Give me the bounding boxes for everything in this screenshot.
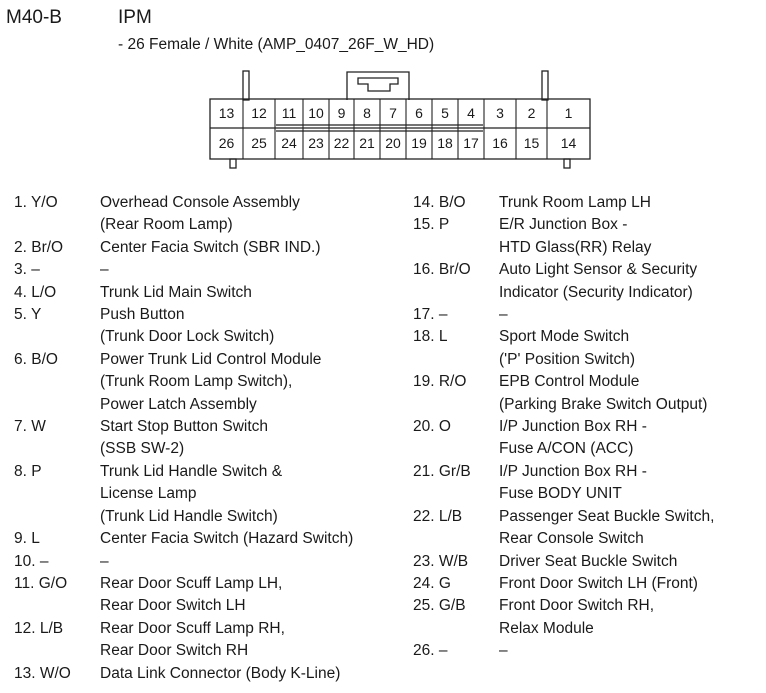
pin-description-line: Start Stop Button Switch — [100, 418, 269, 436]
pin-cell-18: 18 — [437, 135, 453, 151]
pin-description-line: Front Door Switch RH, — [499, 597, 655, 615]
pin-cell-22: 22 — [333, 135, 350, 151]
pin-description-line: – — [100, 261, 109, 279]
pin-cell-13: 13 — [218, 105, 235, 121]
pin-number: 6. B/O — [14, 350, 58, 368]
pin-description — [100, 237, 321, 259]
pin-description-line: Power Latch Assembly — [100, 395, 257, 413]
connector-diagram — [200, 64, 600, 170]
pin-cell-14: 14 — [560, 135, 577, 151]
pin-entry — [413, 326, 714, 371]
pin-cell-2: 2 — [527, 105, 536, 121]
pin-number: 7. W — [14, 418, 46, 436]
pin-cell-25: 25 — [251, 135, 267, 151]
pin-cell-6: 6 — [415, 105, 423, 121]
pin-description-line: Trunk Room Lamp LH — [499, 194, 651, 211]
pin-description — [100, 304, 274, 349]
pin-description-line: Trunk Lid Handle Switch & — [100, 462, 283, 480]
pin-description — [499, 506, 714, 551]
pin-entry — [413, 371, 714, 416]
pin-description-line: (Parking Brake Switch Output) — [499, 395, 708, 413]
pin-description-line: Indicator (Security Indicator) — [499, 283, 693, 301]
pin-description — [100, 663, 340, 685]
pin-entry — [14, 551, 353, 573]
connector-title: IPM — [118, 7, 152, 28]
pin-entry — [413, 595, 714, 640]
pin-entry — [14, 349, 353, 416]
pin-entry — [413, 259, 714, 304]
pin-entry — [14, 259, 353, 281]
pin-description-line: Driver Seat Buckle Switch — [499, 552, 678, 570]
pin-entry — [14, 416, 353, 461]
pin-cell-26: 26 — [218, 135, 235, 151]
pin-cell-10: 10 — [308, 105, 324, 121]
pin-cell-12: 12 — [251, 105, 267, 121]
pin-description — [499, 573, 698, 595]
pin-number: 13. W/O — [14, 664, 71, 682]
pin-description-line: (Rear Room Lamp) — [100, 216, 233, 234]
pin-cell-5: 5 — [441, 105, 449, 121]
pin-description-line: Passenger Seat Buckle Switch, — [499, 507, 715, 525]
pin-description — [499, 326, 635, 371]
pin-description-line: Power Trunk Lid Control Module — [100, 350, 322, 368]
pin-cell-23: 23 — [308, 135, 324, 151]
pin-description — [100, 528, 353, 550]
pin-entry — [14, 237, 353, 259]
pin-description-line: – — [499, 306, 508, 324]
pin-number: 3. – — [14, 261, 40, 279]
pin-entry — [14, 282, 353, 304]
pin-description-line: – — [499, 642, 508, 660]
pin-number: 23. W/B — [413, 552, 469, 570]
pin-list-right — [413, 192, 714, 663]
pin-number: 17. – — [413, 306, 448, 324]
pin-entry — [413, 416, 714, 461]
pin-number: 19. R/O — [413, 373, 467, 391]
pin-description-line: Auto Light Sensor & Security — [499, 261, 698, 279]
pin-description-line: (SSB SW-2) — [100, 440, 185, 458]
pin-number: 9. L — [14, 530, 40, 548]
pin-description-line: HTD Glass(RR) Relay — [499, 238, 652, 256]
pin-description — [499, 461, 647, 506]
pin-description-line: Data Link Connector (Body K-Line) — [100, 664, 341, 682]
pin-entry — [413, 573, 714, 595]
pin-description-line: License Lamp — [100, 485, 197, 503]
pin-entry — [413, 304, 714, 326]
pin-entry — [14, 461, 353, 528]
pin-description-line: I/P Junction Box RH - — [499, 462, 647, 480]
pin-description — [100, 416, 268, 461]
pin-description — [499, 214, 651, 259]
pin-entry — [413, 461, 714, 506]
pin-number: 14. B/O — [413, 194, 466, 211]
pin-description — [100, 551, 109, 573]
pin-cell-20: 20 — [385, 135, 401, 151]
pin-number: 5. Y — [14, 306, 42, 324]
pin-number: 10. – — [14, 552, 49, 570]
pin-description-line: Front Door Switch LH (Front) — [499, 574, 698, 592]
pin-number: 16. Br/O — [413, 261, 471, 279]
pin-description — [100, 573, 282, 618]
connector-subtitle: - 26 Female / White (AMP_0407_26F_W_HD) — [118, 36, 435, 53]
pin-description — [499, 304, 508, 326]
pin-description — [499, 259, 697, 304]
pin-description-line: Overhead Console Assembly — [100, 194, 300, 211]
pin-description-line: Rear Door Switch RH — [100, 642, 249, 660]
pin-number: 20. O — [413, 418, 451, 436]
pin-cell-8: 8 — [363, 105, 371, 121]
pin-number: 26. – — [413, 642, 448, 660]
pin-number: 2. Br/O — [14, 238, 64, 256]
pin-description-line: Rear Door Scuff Lamp RH, — [100, 619, 285, 637]
pin-description-line: (Trunk Door Lock Switch) — [100, 328, 275, 346]
pin-description — [100, 192, 300, 237]
pin-description — [499, 551, 677, 573]
pin-cell-19: 19 — [411, 135, 427, 151]
connector-code: M40-B — [6, 7, 62, 28]
pin-description-line: (Trunk Room Lamp Switch), — [100, 373, 293, 391]
pin-cell-24: 24 — [281, 135, 297, 151]
pin-description — [499, 595, 654, 640]
pin-description — [499, 371, 707, 416]
pin-entry — [14, 304, 353, 349]
pin-description-line: Trunk Lid Main Switch — [100, 283, 252, 301]
pin-description — [100, 461, 282, 528]
pin-entry — [413, 640, 714, 662]
pin-cell-16: 16 — [492, 135, 508, 151]
pin-entry — [14, 573, 353, 618]
pin-list-left — [14, 192, 353, 685]
pin-number: 18. L — [413, 328, 448, 346]
pin-cell-21: 21 — [359, 135, 375, 151]
pin-description-line: Fuse A/CON (ACC) — [499, 440, 634, 458]
pin-number: 12. L/B — [14, 619, 64, 637]
pin-description — [100, 282, 252, 304]
pin-entry — [14, 528, 353, 550]
pin-description-line: – — [100, 552, 109, 570]
pin-number: 8. P — [14, 462, 42, 480]
pin-description-line: Rear Door Scuff Lamp LH, — [100, 574, 283, 592]
pin-description — [100, 259, 109, 281]
pin-cell-9: 9 — [337, 105, 346, 121]
pin-entry — [413, 506, 714, 551]
pin-cell-4: 4 — [467, 105, 475, 121]
pin-description-line: Center Facia Switch (Hazard Switch) — [100, 530, 354, 548]
pin-number: 4. L/O — [14, 283, 57, 301]
pin-description — [100, 618, 285, 663]
pin-entry — [413, 551, 714, 573]
pin-cell-15: 15 — [523, 135, 540, 151]
pin-number: 22. L/B — [413, 507, 463, 525]
pin-number: 15. P — [413, 216, 450, 234]
pin-description — [499, 640, 508, 662]
pin-description-line: Rear Door Switch LH — [100, 597, 246, 615]
pin-entry — [14, 192, 353, 237]
pin-description-line: EPB Control Module — [499, 373, 640, 391]
pin-description-line: Push Button — [100, 306, 185, 324]
pin-description-line: Center Facia Switch (SBR IND.) — [100, 238, 321, 256]
pin-number: 11. G/O — [14, 574, 68, 592]
pin-cell-11: 11 — [281, 105, 297, 121]
pin-description-line: Rear Console Switch — [499, 530, 644, 548]
pin-description-line: (Trunk Lid Handle Switch) — [100, 507, 278, 525]
pin-description-line: Sport Mode Switch — [499, 328, 630, 346]
pin-number: 25. G/B — [413, 597, 466, 615]
pin-description — [100, 349, 321, 416]
pin-entry — [14, 618, 353, 663]
pin-cell-7: 7 — [389, 105, 397, 121]
pin-description-line: I/P Junction Box RH - — [499, 418, 647, 436]
pin-description — [499, 416, 647, 461]
pin-entry — [14, 663, 353, 685]
pin-cell-3: 3 — [496, 105, 504, 121]
pin-cell-17: 17 — [463, 135, 479, 151]
pin-entry — [413, 192, 714, 214]
pin-description-line: ('P' Position Switch) — [499, 350, 635, 368]
pin-description-line: E/R Junction Box - — [499, 216, 628, 234]
pin-number: 24. G — [413, 574, 451, 592]
pin-number: 21. Gr/B — [413, 462, 471, 480]
pin-description-line: Fuse BODY UNIT — [499, 485, 622, 503]
pin-description — [499, 192, 651, 214]
pin-cell-1: 1 — [564, 105, 573, 121]
pin-number: 1. Y/O — [14, 194, 58, 211]
pin-entry — [413, 214, 714, 259]
pin-description-line: Relax Module — [499, 619, 594, 637]
